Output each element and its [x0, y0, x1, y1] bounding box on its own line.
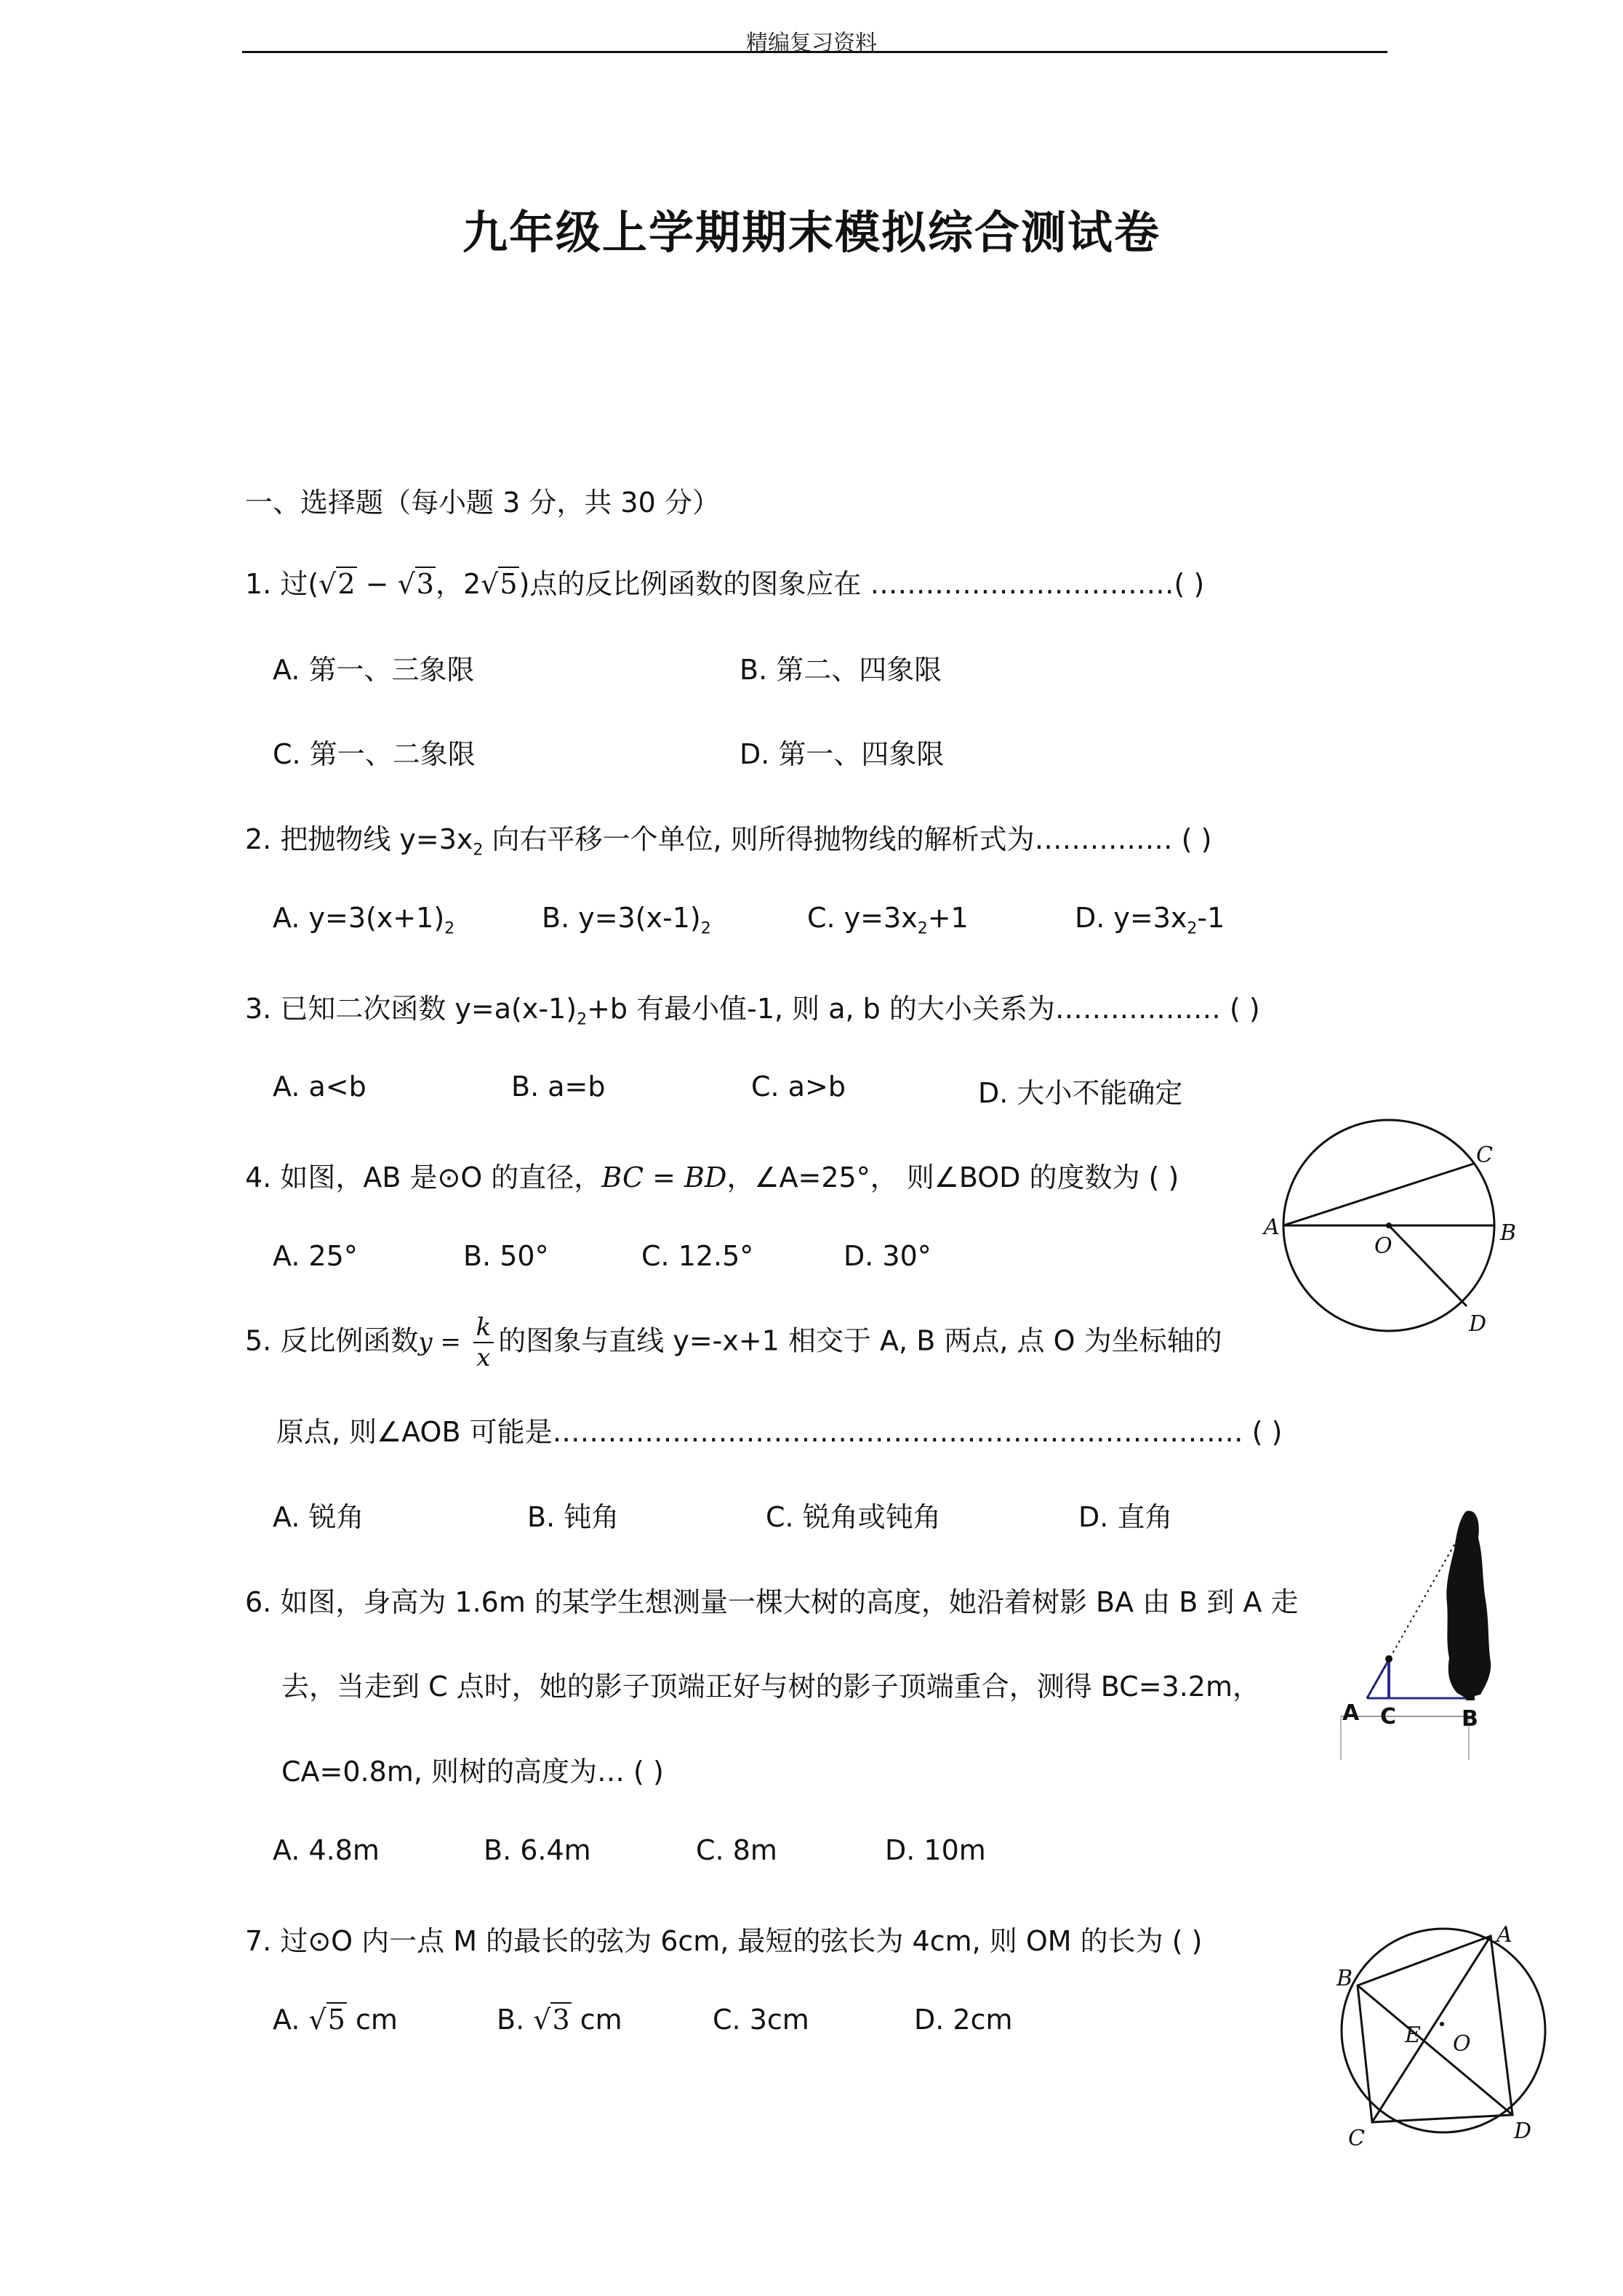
q3-option-c: C. a>b — [751, 1071, 846, 1103]
q4-option-c: C. 12.5° — [641, 1240, 754, 1272]
q1-comma: ，2 — [435, 568, 481, 600]
q6-line-3: CA=0.8m, 则树的高度为… ( ) — [281, 1756, 664, 1788]
q5-option-d: D. 直角 — [1078, 1501, 1173, 1533]
q7-option-a — [273, 2004, 398, 2036]
q2-b-text: B. y=3(x-1) — [542, 902, 701, 934]
q2-d-tail: -1 — [1197, 902, 1225, 934]
q3-option-a: A. a<b — [273, 1071, 366, 1103]
q7-label-c: C — [1348, 2126, 1365, 2151]
q7-circle-figure — [1323, 1913, 1563, 2153]
q2-c-text: C. y=3x — [807, 902, 918, 934]
q2-a-text: A. y=3(x+1) — [273, 902, 445, 934]
q7-label-e: E — [1405, 2023, 1421, 2048]
q6-line-2: 去，当走到 C 点时，她的影子顶端正好与树的影子顶端重合，测得 BC=3.2m， — [281, 1671, 1260, 1703]
q2-b-sub: 2 — [700, 919, 711, 938]
q1-radicand-2: 2 — [337, 568, 356, 600]
q7-label-d: D — [1514, 2119, 1532, 2144]
q1-radicand-5: 5 — [500, 568, 518, 600]
q6-label-a: A — [1342, 1700, 1360, 1726]
q7-label-b: B — [1337, 1966, 1353, 1991]
q7-label-a: A — [1496, 1922, 1512, 1948]
q5-denominator: x — [476, 1343, 491, 1372]
q3-stem-b: +b 有最小值-1, 则 a, b 的大小关系为……………… ( ) — [587, 993, 1260, 1025]
q4-arc-bc — [601, 1161, 644, 1193]
q4-label-a: A — [1264, 1215, 1280, 1240]
q7-a-unit: cm — [346, 2004, 398, 2036]
q1-option-c: C. 第一、二象限 — [273, 738, 476, 770]
q3-stem-a: 3. 已知二次函数 y=a(x-1) — [245, 993, 577, 1025]
q6-line-1: 6. 如图，身高为 1.6m 的某学生想测量一棵大树的高度，她沿着树影 BA 由 B 到 A 走 — [245, 1586, 1299, 1618]
q5-option-a: A. 锐角 — [273, 1501, 364, 1533]
q7-b-prefix: B. — [497, 2004, 534, 2036]
sqrt-sign: √ — [481, 568, 499, 600]
question-7-stem: 7. 过⊙O 内一点 M 的最长的弦为 6cm, 最短的弦长为 4cm, 则 OM 的长为 ( ) — [245, 1925, 1203, 1957]
q3-option-b: B. a=b — [511, 1071, 606, 1103]
q2-option-d — [1075, 902, 1225, 938]
question-1-stem — [245, 561, 1204, 601]
q4-arc-bd: BD — [684, 1161, 727, 1193]
q7-b-radicand: 3 — [552, 2004, 570, 2036]
q2-stem-b: 向右平移一个单位, 则所得抛物线的解析式为…………… ( ) — [483, 823, 1212, 855]
q7-label-o: O — [1453, 2031, 1471, 2057]
q6-label-b: B — [1462, 1706, 1478, 1732]
q7-option-b — [497, 2004, 622, 2036]
q4-label-c: C — [1476, 1143, 1493, 1168]
q1-option-b: B. 第二、四象限 — [740, 654, 942, 686]
q7-a-prefix: A. — [273, 2004, 309, 2036]
q4-label-o: O — [1374, 1233, 1392, 1259]
q4-equals: = — [644, 1161, 685, 1193]
q2-option-a — [273, 902, 454, 938]
q1-option-a: A. 第一、三象限 — [273, 654, 475, 686]
q2-d-text: D. y=3x — [1075, 902, 1187, 934]
q7-a-radicand: 5 — [327, 2004, 345, 2036]
q2-option-c — [807, 902, 969, 938]
q4-label-b: B — [1500, 1220, 1517, 1246]
q4-arc-bc-text: BC — [601, 1161, 644, 1193]
page-header: 精编复习资料 — [746, 31, 877, 56]
section-heading: 一、选择题（每小题 3 分，共 30 分） — [245, 487, 720, 519]
q6-option-c: C. 8m — [696, 1834, 777, 1866]
q6-tree-figure — [1338, 1498, 1512, 1767]
sqrt-sign: √ — [308, 2004, 326, 2036]
q2-c-tail: +1 — [927, 902, 969, 934]
q4-stem-a: 4. 如图，AB 是⊙O 的直径， — [245, 1161, 602, 1193]
q1-radicand-3: 3 — [416, 568, 434, 600]
q2-a-sub: 2 — [444, 919, 455, 938]
q7-option-d: D. 2cm — [914, 2004, 1013, 2036]
q2-d-sub: 2 — [1187, 919, 1198, 938]
q4-stem-b: ，∠A=25°， 则∠BOD 的度数为 ( ) — [726, 1161, 1179, 1193]
q4-label-d: D — [1469, 1311, 1487, 1337]
q2-option-b — [542, 902, 711, 938]
q3-sub: 2 — [577, 1010, 588, 1029]
q5-line-2: 原点, 则∠AOB 可能是………………………………………………………………… ( ) — [276, 1416, 1283, 1448]
q1-minus: − — [356, 568, 398, 600]
q2-stem-a: 2. 把抛物线 y=3x — [245, 823, 473, 855]
q5-fraction — [473, 1313, 494, 1372]
question-3-stem — [245, 986, 1260, 1029]
q4-circle-figure — [1258, 1105, 1527, 1345]
q6-option-a: A. 4.8m — [273, 1834, 380, 1866]
question-2-stem — [245, 817, 1211, 860]
q4-option-a: A. 25° — [273, 1240, 358, 1272]
q5-stem-a: 5. 反比例函数 — [245, 1324, 419, 1357]
q5-option-c: C. 锐角或钝角 — [766, 1501, 941, 1533]
header-rule — [242, 51, 1387, 53]
q7-b-unit: cm — [571, 2004, 622, 2036]
q2-c-sub: 2 — [917, 919, 928, 938]
q5-numerator: k — [473, 1313, 494, 1343]
q6-label-c: C — [1380, 1704, 1397, 1729]
sqrt-sign: √ — [533, 2004, 551, 2036]
q4-option-d: D. 30° — [843, 1240, 931, 1272]
q6-option-b: B. 6.4m — [484, 1834, 591, 1866]
sqrt-sign: √ — [397, 568, 415, 600]
q3-option-d: D. 大小不能确定 — [978, 1077, 1183, 1109]
question-5-stem — [245, 1313, 1222, 1372]
page-title: 九年级上学期期末模拟综合测试卷 — [462, 206, 1161, 259]
q5-option-b: B. 钝角 — [527, 1501, 620, 1533]
q5-stem-b: 的图象与直线 y=-x+1 相交于 A, B 两点, 点 O 为坐标轴的 — [498, 1324, 1222, 1357]
q4-option-b: B. 50° — [463, 1240, 549, 1272]
q6-option-d: D. 10m — [885, 1834, 986, 1866]
q5-y-equals: y = — [418, 1327, 469, 1357]
q1-suffix: )点的反比例函数的图象应在 ……………………………( ) — [518, 568, 1205, 600]
q7-option-c: C. 3cm — [713, 2004, 809, 2036]
q1-prefix: 1. 过( — [245, 568, 319, 600]
q2-sub: 2 — [473, 841, 484, 860]
sqrt-sign: √ — [318, 568, 337, 600]
q1-option-d: D. 第一、四象限 — [740, 738, 945, 770]
question-4-stem — [245, 1155, 1179, 1195]
